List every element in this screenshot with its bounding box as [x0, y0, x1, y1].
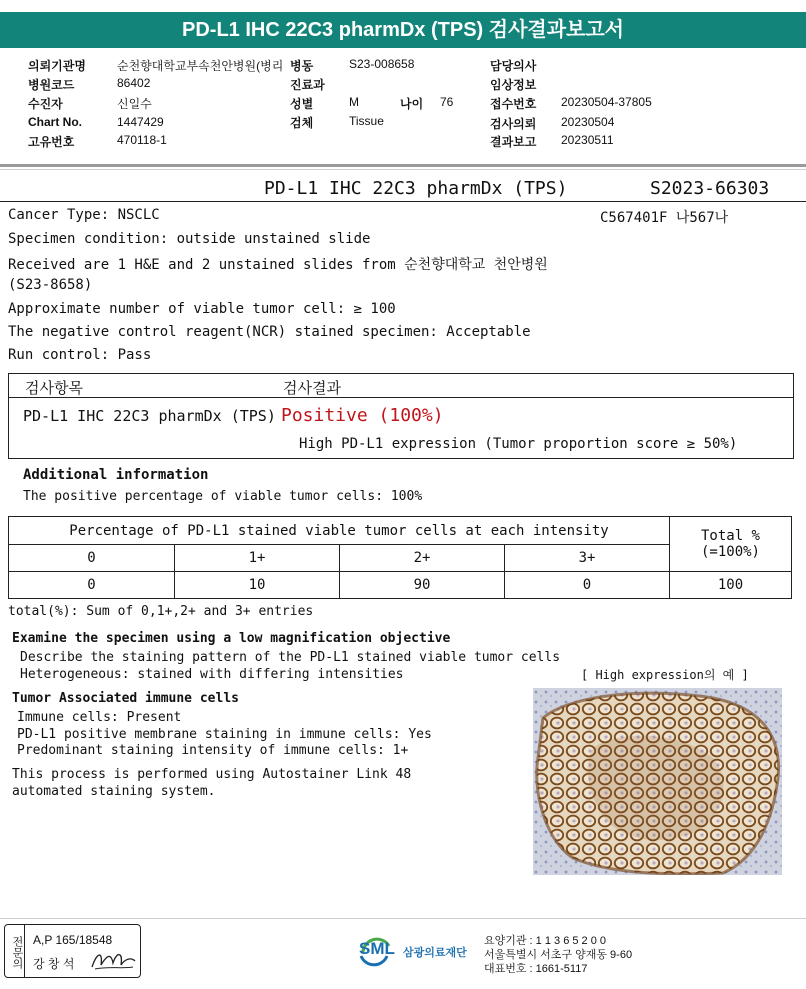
footer-divider	[0, 918, 806, 919]
intensity-col-2: 2+	[340, 545, 505, 572]
result-box	[8, 373, 794, 459]
specimen-value: Tissue	[349, 114, 384, 128]
cancer-type: Cancer Type: NSCLC	[8, 207, 160, 223]
pathologist-stamp	[4, 924, 141, 978]
stamp-line1: A,P 165/18548	[33, 933, 113, 947]
receipt-label: 접수번호	[490, 97, 537, 111]
result-test-name: PD-L1 IHC 22C3 pharmDx (TPS)	[23, 407, 276, 425]
clinical-label: 임상정보	[490, 78, 537, 92]
intensity-val-2: 90	[340, 572, 505, 599]
examine-line1: Describe the staining pattern of the PD-L1 stained viable tumor cells	[20, 650, 561, 665]
high-expression-micrograph	[533, 688, 782, 875]
intensity-total: 100	[670, 572, 792, 599]
examine-line2: Heterogeneous: stained with differing intensities	[20, 667, 404, 682]
received-id: (S23-8658)	[8, 277, 93, 293]
process-line1: This process is performed using Autostainer Link 48	[12, 767, 412, 782]
immune-heading: Tumor Associated immune cells	[12, 691, 239, 706]
approx-viable-cells: Approximate number of viable tumor cell: ≥ 100	[8, 301, 396, 317]
footer-address: 서울특별시 서초구 양재동 9-60	[484, 949, 633, 961]
result-date-value: 20230511	[561, 133, 614, 147]
specimen-label: 검체	[290, 116, 314, 130]
additional-text: The positive percentage of viable tumor cells: 100%	[23, 489, 423, 504]
run-control: Run control: Pass	[8, 347, 152, 363]
report-test-title: PD-L1 IHC 22C3 pharmDx (TPS)	[264, 178, 568, 199]
total-header-line2: (=100%)	[700, 544, 760, 560]
result-col-item: 검사항목	[25, 380, 83, 397]
stamp-line2: 강 창 석	[33, 957, 75, 971]
intensity-col-0: 0	[9, 545, 175, 572]
intensity-val-0: 0	[9, 572, 175, 599]
footer-phone: 대표번호 : 1661-5117	[484, 963, 588, 975]
department-label: 진료과	[290, 78, 325, 92]
unique-label: 고유번호	[28, 135, 75, 149]
sex-label: 성별	[290, 97, 314, 111]
immune-line2: PD-L1 positive membrane staining in immune cells: Yes	[17, 727, 432, 742]
chart-value: 1447429	[117, 115, 164, 129]
intensity-val-3: 0	[505, 572, 670, 599]
ncr-status: The negative control reagent(NCR) stained specimen: Acceptable	[8, 324, 531, 340]
heading-divider	[0, 201, 806, 202]
sml-logo	[357, 930, 469, 970]
result-positive: Positive (100%)	[281, 405, 444, 426]
result-col-result: 검사결과	[283, 380, 341, 397]
immune-line3: Predominant staining intensity of immune cells: 1+	[17, 743, 409, 758]
total-header-line1: Total %	[700, 528, 760, 544]
request-value: 20230504	[561, 115, 615, 129]
image-caption: [ High expression의 예 ]	[581, 668, 749, 682]
additional-heading: Additional information	[23, 467, 209, 483]
institution-number: 요양기관 : 1 1 3 6 5 2 0 0	[484, 935, 607, 947]
total-header-cell	[670, 517, 792, 572]
intensity-col-3: 3+	[505, 545, 670, 572]
signature	[89, 947, 137, 973]
specimen-condition: Specimen condition: outside unstained slide	[8, 231, 371, 247]
doctor-label: 담당의사	[490, 59, 537, 73]
intensity-table	[8, 516, 792, 599]
examine-heading: Examine the specimen using a low magnification objective	[12, 631, 451, 646]
process-line2: automated staining system.	[12, 784, 216, 799]
hospital-code-value: 86402	[117, 76, 151, 90]
report-main-title: PD-L1 IHC 22C3 pharmDx (TPS) 검사결과보고서	[182, 19, 624, 41]
institution-label: 의뢰기관명	[28, 59, 86, 73]
ward-value: S23-008658	[349, 57, 415, 71]
unique-value: 470118-1	[117, 133, 167, 147]
micrograph-image	[533, 688, 782, 875]
chart-label: Chart No.	[28, 115, 82, 129]
intensity-table-header: Percentage of PD-L1 stained viable tumor cells at each intensity	[9, 517, 670, 545]
report-codes: C567401F 나567나	[600, 210, 729, 226]
intensity-col-1: 1+	[175, 545, 340, 572]
age-value: 76	[440, 95, 454, 109]
hospital-code-label: 병원코드	[28, 78, 75, 92]
ward-label: 병동	[290, 59, 314, 73]
result-header-divider	[9, 397, 793, 398]
sex-value: M	[349, 95, 359, 109]
report-number: S2023-66303	[650, 178, 770, 199]
table-note: total(%): Sum of 0,1+,2+ and 3+ entries	[8, 604, 314, 619]
age-label: 나이	[400, 97, 424, 111]
patient-value: 신일수	[117, 97, 152, 111]
intensity-val-1: 10	[175, 572, 340, 599]
header-fields	[0, 50, 806, 164]
header-divider	[0, 164, 806, 167]
sml-brand: SML	[359, 939, 395, 958]
request-label: 검사의뢰	[490, 117, 537, 131]
result-expression: High PD-L1 expression (Tumor proportion score ≥ 50%)	[299, 436, 738, 452]
receipt-value: 20230504-37805	[561, 95, 652, 109]
sml-brand-name: 삼광의료재단	[403, 947, 467, 959]
institution-value: 순천향대학교부속천안병원(병리	[117, 59, 284, 73]
header-divider-thin	[0, 169, 806, 170]
immune-line1: Immune cells: Present	[17, 710, 182, 725]
stamp-vertical-label: 전문의	[5, 925, 25, 977]
report-title-bar	[0, 12, 806, 48]
result-date-label: 결과보고	[490, 135, 537, 149]
received-slides: Received are 1 H&E and 2 unstained slides from 순천향대학교 천안병원	[8, 257, 548, 273]
patient-label: 수진자	[28, 97, 63, 111]
